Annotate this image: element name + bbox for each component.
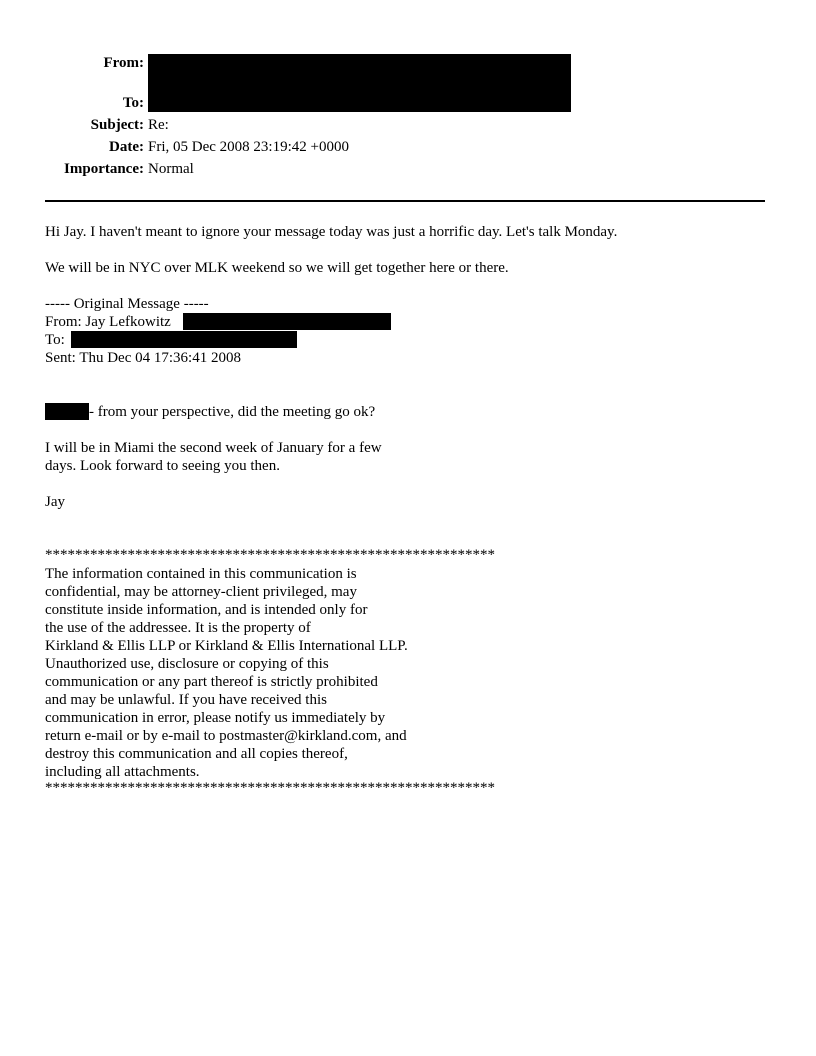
- subject-label: Subject:: [90, 117, 144, 133]
- disclaimer-stars-bottom: ************************************************************: [45, 780, 495, 796]
- signoff: Jay: [45, 494, 65, 510]
- disclaimer-line: confidential, may be attorney-client privileged, may: [45, 584, 357, 600]
- from-label: From:: [103, 55, 144, 71]
- original-sent: Sent: Thu Dec 04 17:36:41 2008: [45, 350, 241, 366]
- disclaimer-line: the use of the addressee. It is the property of: [45, 620, 311, 636]
- header-divider: [45, 200, 765, 202]
- original-message-divider: ----- Original Message -----: [45, 296, 209, 312]
- importance-label: Importance:: [64, 161, 144, 177]
- disclaimer-line: Unauthorized use, disclosure or copying of this: [45, 656, 329, 672]
- importance-value: Normal: [148, 161, 194, 177]
- disclaimer-line: return e-mail or by e-mail to postmaster@kirkland.com, and: [45, 728, 407, 744]
- date-value: Fri, 05 Dec 2008 23:19:42 +0000: [148, 139, 349, 155]
- original-to: To:: [45, 332, 65, 348]
- disclaimer-line: communication or any part thereof is strictly prohibited: [45, 674, 378, 690]
- redaction-original-to: [71, 331, 297, 348]
- redaction-original-from: [183, 313, 391, 330]
- miami-line-1: I will be in Miami the second week of January for a few: [45, 440, 382, 456]
- disclaimer-line: constitute inside information, and is intended only for: [45, 602, 368, 618]
- miami-line-2: days. Look forward to seeing you then.: [45, 458, 280, 474]
- disclaimer-line: Kirkland & Ellis LLP or Kirkland & Ellis International LLP.: [45, 638, 408, 654]
- disclaimer-line: communication in error, please notify us immediately by: [45, 710, 386, 726]
- original-from: From: Jay Lefkowitz: [45, 314, 171, 330]
- redaction-from-to: [148, 54, 571, 112]
- question-line: - from your perspective, did the meeting go ok?: [89, 404, 376, 420]
- date-label: Date:: [109, 139, 144, 155]
- subject-value: Re:: [148, 117, 169, 133]
- body-paragraph-2: We will be in NYC over MLK weekend so we will get together here or there.: [45, 260, 509, 276]
- disclaimer-line: and may be unlawful. If you have received this: [45, 692, 327, 708]
- redaction-recipient-name: [45, 403, 89, 420]
- disclaimer-line: destroy this communication and all copies thereof,: [45, 746, 348, 762]
- disclaimer-line: The information contained in this communication is: [45, 566, 357, 582]
- disclaimer-line: including all attachments.: [45, 764, 200, 780]
- body-paragraph-1: Hi Jay. I haven't meant to ignore your message today was just a horrific day. Let's talk Monday.: [45, 224, 618, 240]
- to-label: To:: [122, 95, 144, 111]
- disclaimer-stars-top: ************************************************************: [45, 547, 495, 563]
